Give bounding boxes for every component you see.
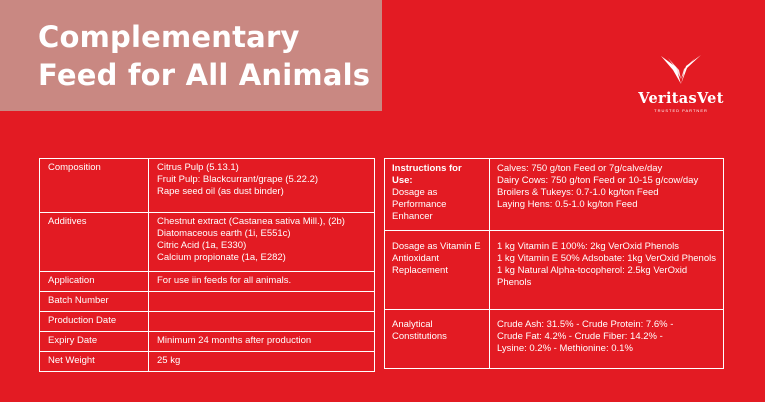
antioxidant-line: 1 kg Vitamin E 100%: 2kg VerOxid Phenols (497, 241, 680, 252)
batch-number-value (149, 292, 375, 312)
antioxidant-line: 1 kg Natural Alpha-tocopherol: 2.5kg VerOxid Phenols (497, 265, 688, 288)
table-row (40, 292, 375, 312)
page-title-line-2: Feed for All Animals (38, 58, 371, 92)
analytical-line: Lysine: 0.2% - Methionine: 0.1% (497, 343, 633, 354)
table-row (40, 332, 375, 352)
dosage-line: Calves: 750 g/ton Feed or 7g/calve/day (497, 163, 663, 174)
table-row (385, 310, 724, 369)
dosage-line: Laying Hens: 0.5-1.0 kg/ton Feed (497, 199, 638, 210)
performance-label (385, 159, 490, 231)
composition-line: Fruit Pulp: Blackcurrant/grape (5.22.2) (157, 174, 319, 185)
performance-dosage-label: Dosage as Performance Enhancer (392, 187, 447, 222)
table-row (40, 213, 375, 272)
dosage-line: Dairy Cows: 750 g/ton Feed or 10-15 g/cow/day (497, 175, 699, 186)
expiry-date-label: Expiry Date (40, 332, 149, 352)
table-row (385, 159, 724, 231)
additives-line: Calcium propionate (1a, E282) (157, 252, 286, 263)
analytical-label (385, 310, 490, 369)
performance-value (490, 159, 724, 231)
analytical-line: Crude Ash: 31.5% - Crude Protein: 7.6% - (497, 319, 674, 330)
table-row (40, 272, 375, 292)
antioxidant-label-text: Dosage as Vitamin E Antioxidant Replacement (392, 241, 481, 276)
composition-line: Rape seed oil (as dust binder) (157, 186, 284, 197)
production-date-label: Production Date (40, 312, 149, 332)
title-banner (0, 0, 382, 111)
production-date-value (149, 312, 375, 332)
table-row (40, 312, 375, 332)
analytical-line: Crude Fat: 4.2% - Crude Fiber: 14.2% - (497, 331, 663, 342)
antioxidant-line: 1 kg Vitamin E 50% Adsobate: 1kg VerOxid Phenols (497, 253, 716, 264)
application-value: For use iin feeds for all animals. (149, 272, 375, 292)
table-row (40, 352, 375, 372)
bird-wings-icon (659, 54, 703, 88)
composition-line: Citrus Pulp (5.13.1) (157, 162, 239, 173)
expiry-date-value: Minimum 24 months after production (149, 332, 375, 352)
table-row (385, 231, 724, 310)
composition-value (149, 159, 375, 213)
brand-name: VeritasVet (638, 90, 724, 107)
additives-line: Chestnut extract (Castanea sativa Mill.), (2b) (157, 216, 345, 227)
brand-logo (626, 54, 736, 113)
brand-tagline: TRUSTED PARTNER (654, 108, 708, 113)
additives-value (149, 213, 375, 272)
composition-label: Composition (40, 159, 149, 213)
product-info-table (39, 158, 375, 372)
additives-line: Citric Acid (1a, E330) (157, 240, 247, 251)
instructions-table (384, 158, 724, 369)
net-weight-value: 25 kg (149, 352, 375, 372)
additives-label: Additives (40, 213, 149, 272)
dosage-line: Broilers & Tukeys: 0.7-1.0 kg/ton Feed (497, 187, 659, 198)
batch-number-label: Batch Number (40, 292, 149, 312)
table-row (40, 159, 375, 213)
page-title-line-1: Complementary (38, 20, 300, 54)
analytical-label-text: Analytical Constitutions (392, 319, 447, 342)
application-label: Application (40, 272, 149, 292)
antioxidant-label (385, 231, 490, 310)
instructions-heading: Instructions for Use: (392, 163, 462, 186)
net-weight-label: Net Weight (40, 352, 149, 372)
antioxidant-value (490, 231, 724, 310)
additives-line: Diatomaceous earth (1i, E551c) (157, 228, 291, 239)
analytical-value (490, 310, 724, 369)
